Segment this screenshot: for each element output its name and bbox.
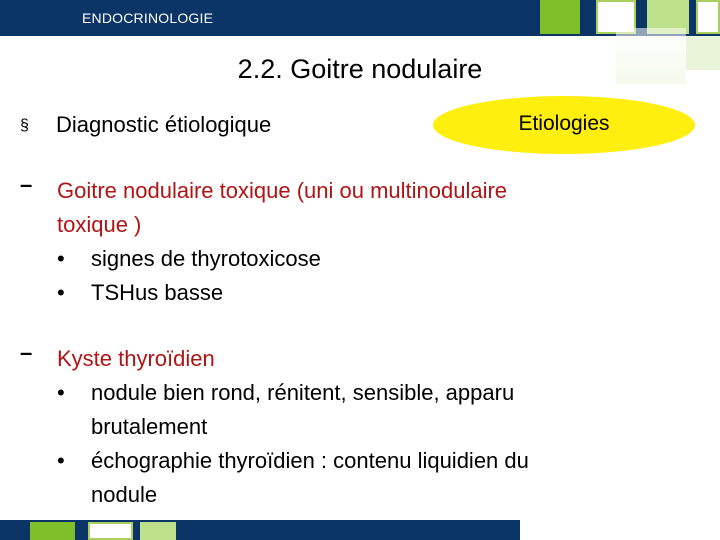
etiologies-callout xyxy=(433,96,695,154)
section-heading: Goitre nodulaire toxique (uni ou multinodulaire xyxy=(57,178,508,203)
dot-bullet-icon: • xyxy=(57,280,65,305)
diagnostic-text: Diagnostic étiologique xyxy=(56,112,272,137)
decor-tile xyxy=(540,0,580,34)
section-thyroid-cyst xyxy=(57,342,215,376)
decor-tile xyxy=(88,522,133,540)
header-label: ENDOCRINOLOGIE xyxy=(82,10,214,26)
list-item: • TSHus basse xyxy=(57,276,321,310)
dash-bullet-icon: – xyxy=(20,340,33,365)
sub-list xyxy=(57,376,529,512)
decor-tile xyxy=(140,522,176,540)
section-toxic-goitre xyxy=(57,174,507,242)
dot-bullet-icon: • xyxy=(57,246,65,271)
dot-bullet-icon: • xyxy=(57,448,65,473)
sub-list xyxy=(57,242,321,310)
section-heading: Kyste thyroïdien xyxy=(57,346,215,371)
decor-tile xyxy=(696,0,720,34)
list-item: • échographie thyroïdien : contenu liquidien du nodule xyxy=(57,444,529,512)
list-item: • nodule bien rond, rénitent, sensible, apparu brutalement xyxy=(57,376,529,444)
section-heading: toxique ) xyxy=(57,212,142,237)
dot-bullet-icon: • xyxy=(57,380,65,405)
decor-tile xyxy=(30,522,75,540)
list-item: • signes de thyrotoxicose xyxy=(57,242,321,276)
footer-bar xyxy=(0,520,520,540)
callout-text: Etiologies xyxy=(518,112,610,135)
square-bullet-icon: § xyxy=(20,117,29,134)
diagnostic-line xyxy=(20,112,271,138)
slide-title: 2.2. Goitre nodulaire xyxy=(237,54,483,84)
dash-bullet-icon: – xyxy=(20,172,33,197)
